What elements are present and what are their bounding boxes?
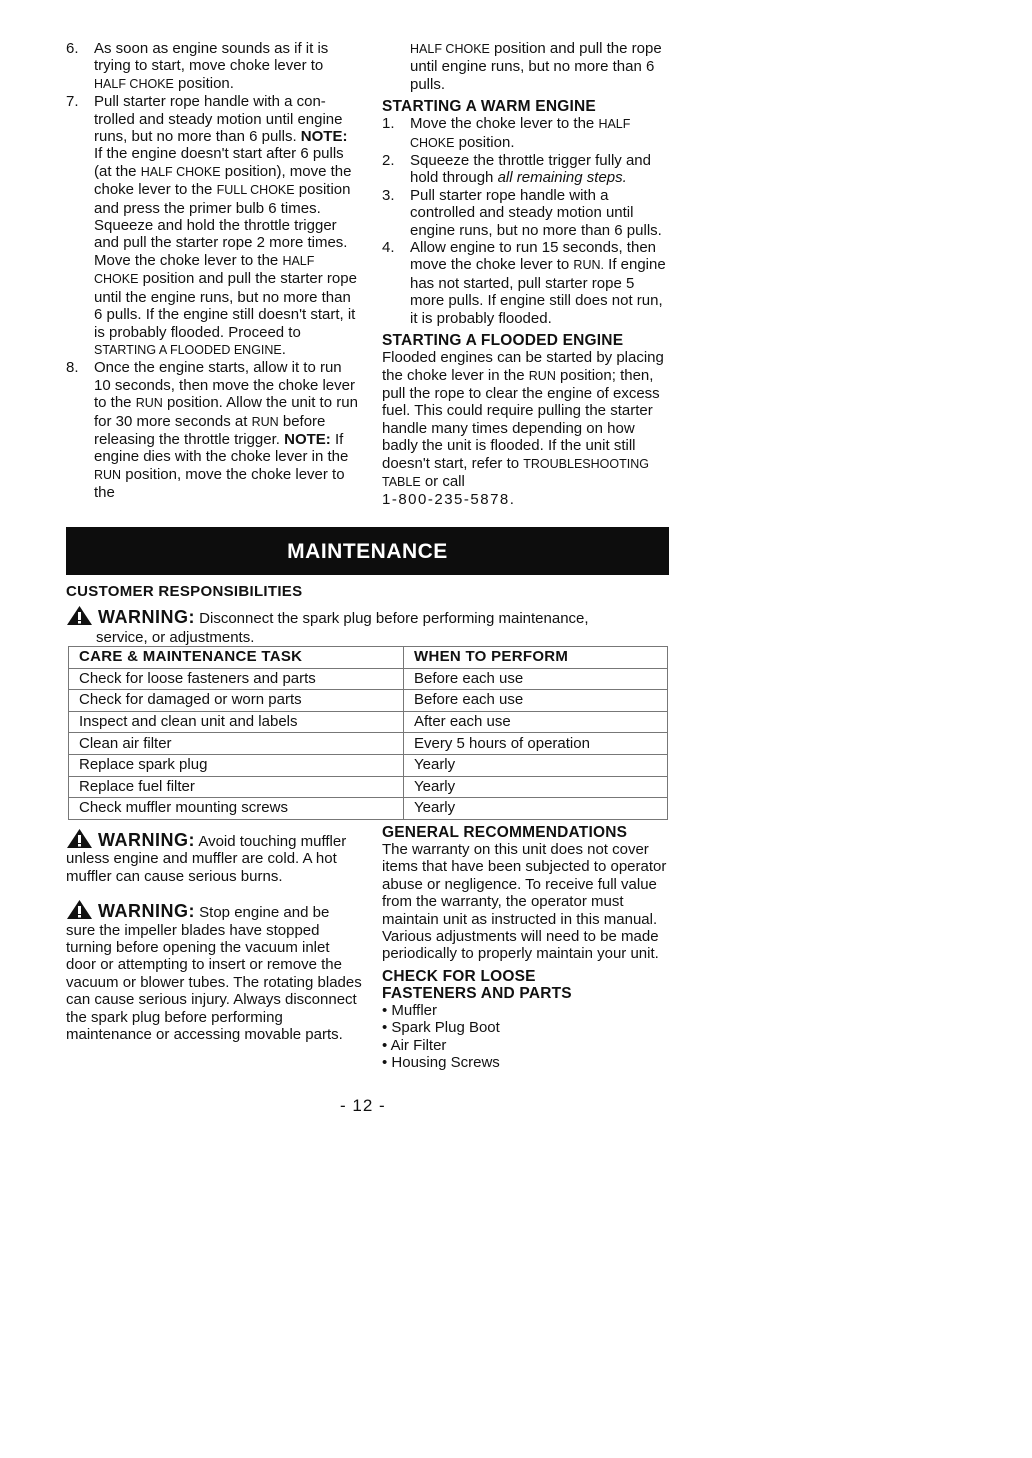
column-header-when: WHEN TO PERFORM — [404, 647, 668, 669]
step-text: Once the engine starts, allow it to run 10 seconds, then move the choke lever to the — [94, 359, 355, 412]
step-text: If engine has not started, pull starter rope 5 more pulls. If engine still does not run, it is probably flooded. — [410, 256, 666, 327]
warm-engine-heading: STARTING A WARM ENGINE — [382, 98, 596, 116]
step-text: position and pull the starter rope until the engine runs, but no more than 6 pulls. If the engine still doesn't start, it is probably flooded. Proceed to — [94, 270, 357, 341]
step-text: Pull starter rope handle with a controlled and steady motion until engine runs, but no more than 6 pulls. — [410, 186, 662, 239]
step-text: position. — [454, 133, 515, 151]
step-8-continuation — [382, 40, 672, 93]
step-number: 4. — [382, 239, 395, 257]
list-item: • Muffler — [382, 1001, 437, 1019]
step-text: Squeeze the throttle trigger fully and hold through — [410, 152, 651, 187]
step-7 — [66, 93, 358, 359]
step-8 — [66, 359, 358, 501]
cold-start-steps — [66, 40, 358, 502]
when-cell: Every 5 hours of operation — [404, 733, 668, 755]
step-term: FULL CHOKE — [216, 183, 295, 198]
paragraph-text: position; then, pull the rope to clear the engine of excess fuel. This could require pulling the starter handle many times depending on how badly the unit is flooded. If the unit still doesn't start, refer to — [382, 366, 660, 472]
step-text: If the engine doesn't start after 6 pulls (at the — [94, 145, 344, 180]
step-emphasis: all remaining steps. — [497, 169, 627, 187]
step-number: 8. — [66, 359, 79, 377]
flooded-engine-heading: STARTING A FLOODED ENGINE — [382, 332, 624, 350]
warning-triangle-icon — [66, 828, 93, 849]
check-loose-heading-line2: FASTENERS AND PARTS — [382, 984, 572, 1002]
when-cell: Yearly — [404, 754, 668, 776]
task-cell: Inspect and clean unit and labels — [69, 711, 404, 733]
phone-number: 1-800-235-5878. — [382, 491, 516, 509]
check-items-list — [382, 1002, 672, 1072]
step-text: position), move the choke lever to the — [94, 162, 352, 199]
when-cell: Before each use — [404, 668, 668, 690]
maintenance-table — [68, 646, 668, 820]
task-cell: Clean air filter — [69, 733, 404, 755]
step-term: TROUBLESHOOTING TABLE — [382, 456, 649, 489]
top-warning — [66, 605, 676, 647]
step-text: position, move the choke lever to the — [94, 465, 345, 502]
warning-text: Avoid touching muffler unless engine and muffler are cold. A hot muffler can cause serious burns. — [66, 833, 347, 885]
step-number: 7. — [66, 93, 79, 111]
right-column-top — [382, 40, 672, 509]
when-cell: Yearly — [404, 798, 668, 820]
step-text: Allow engine to run 15 seconds, then move the choke lever to — [410, 239, 656, 274]
step-text: position and press the primer bulb 6 times. Squeeze and hold the throttle trigger and pull the starter rope 2 more times. Move the choke lever to the — [94, 181, 351, 269]
step-term: HALF CHOKE — [140, 164, 221, 179]
warning-text: Stop engine and be sure the impeller blades have stopped turning before opening the vacuum inlet door or attempting to insert or remove the vacuum or blower tubes. The rotating blades can cause serious injury. Always disconnect the spark plug before performing maintenance or accessing movable parts. — [66, 904, 362, 1044]
flooded-engine-text — [382, 349, 672, 509]
warning-triangle-icon — [66, 605, 93, 626]
table-row — [69, 733, 668, 755]
paragraph-text: Flooded engines can be started by placing the choke lever in the — [382, 349, 664, 384]
warm-start-steps — [382, 115, 672, 327]
step-term: RUN — [251, 414, 279, 429]
task-cell: Check for damaged or worn parts — [69, 690, 404, 712]
general-recommendations-heading: GENERAL RECOMMENDATIONS — [382, 824, 628, 841]
check-loose-heading-line1: CHECK FOR LOOSE — [382, 967, 536, 985]
task-cell: Replace spark plug — [69, 754, 404, 776]
left-column-top — [66, 40, 358, 502]
table-row — [69, 711, 668, 733]
when-cell: Before each use — [404, 690, 668, 712]
step-number: 3. — [382, 186, 395, 204]
table-header-row — [69, 647, 668, 669]
table-row — [69, 776, 668, 798]
list-item: • Housing Screws — [382, 1054, 500, 1072]
list-item: • Air Filter — [382, 1036, 447, 1054]
step-term: HALF CHOKE — [410, 42, 490, 56]
page-number: - 12 - — [340, 1096, 386, 1115]
maintenance-banner: MAINTENANCE — [66, 527, 669, 575]
list-item: • Spark Plug Boot — [382, 1019, 500, 1037]
table-row — [69, 798, 668, 820]
task-cell: Check muffler mounting screws — [69, 798, 404, 820]
step-number: 1. — [382, 115, 395, 133]
table-row — [69, 690, 668, 712]
warm-step-1 — [382, 115, 672, 152]
step-text: If engine dies with the choke lever in the — [94, 430, 349, 466]
step-term: STARTING A FLOODED ENGINE — [94, 342, 282, 357]
impeller-warning — [66, 899, 362, 1043]
step-number: 6. — [66, 40, 79, 57]
task-cell: Replace fuel filter — [69, 776, 404, 798]
table-row — [69, 668, 668, 690]
note-label: NOTE: — [284, 430, 331, 448]
column-header-task: CARE & MAINTENANCE TASK — [69, 647, 404, 669]
warm-step-2 — [382, 152, 672, 187]
step-term: RUN. — [573, 258, 604, 273]
paragraph-text: or call — [420, 472, 465, 490]
step-text: position. Allow the unit to run for 30 more seconds at — [94, 394, 358, 430]
warning-triangle-icon — [66, 899, 93, 920]
step-text: . — [281, 340, 286, 358]
warning-label: WARNING: — [98, 901, 195, 922]
general-recommendations-text: The warranty on this unit does not cover items that have been subjected to operator abuse or negligence. To receive full value from the warranty, the operator must maintain unit as instructed in this manual. Various adjustments will need to be made periodically to properly maintain your unit. — [382, 841, 667, 963]
step-term: RUN — [94, 467, 122, 482]
step-text: As soon as engine sounds as if it is trying to start, move choke lever to — [94, 40, 329, 75]
left-column-bottom — [66, 828, 362, 1043]
when-cell: Yearly — [404, 776, 668, 798]
warning-text: Disconnect the spark plug before performing maintenance, — [195, 610, 589, 627]
when-cell: After each use — [404, 711, 668, 733]
step-text: Pull starter rope handle with a controlled and steady motion until engine runs, but no more than 6 pulls. — [94, 93, 343, 146]
step-term: RUN — [135, 396, 163, 411]
step-number: 2. — [382, 152, 395, 170]
right-column-bottom — [382, 824, 672, 1071]
warning-label: WARNING: — [98, 607, 195, 627]
customer-responsibilities-heading: CUSTOMER RESPONSIBILITIES — [66, 583, 303, 600]
step-text: position and pull the rope until engine runs, but no more than 6 pulls. — [410, 40, 662, 93]
warning-text: service, or adjustments. — [96, 629, 255, 646]
table-row — [69, 754, 668, 776]
step-text: position. — [173, 74, 234, 92]
task-cell: Check for loose fasteners and parts — [69, 668, 404, 690]
step-term: HALF CHOKE — [94, 76, 174, 91]
warm-step-4 — [382, 239, 672, 327]
step-text: before releasing the throttle trigger. — [94, 412, 326, 448]
step-term: HALF CHOKE — [410, 117, 631, 150]
warning-label: WARNING: — [98, 830, 195, 850]
warm-step-3 — [382, 187, 672, 239]
step-text: Move the choke lever to the — [410, 115, 599, 133]
step-6 — [66, 40, 358, 93]
step-term: RUN — [528, 368, 556, 383]
note-label: NOTE: — [300, 128, 348, 146]
step-term: HALF CHOKE — [94, 253, 315, 287]
muffler-warning — [66, 828, 362, 885]
